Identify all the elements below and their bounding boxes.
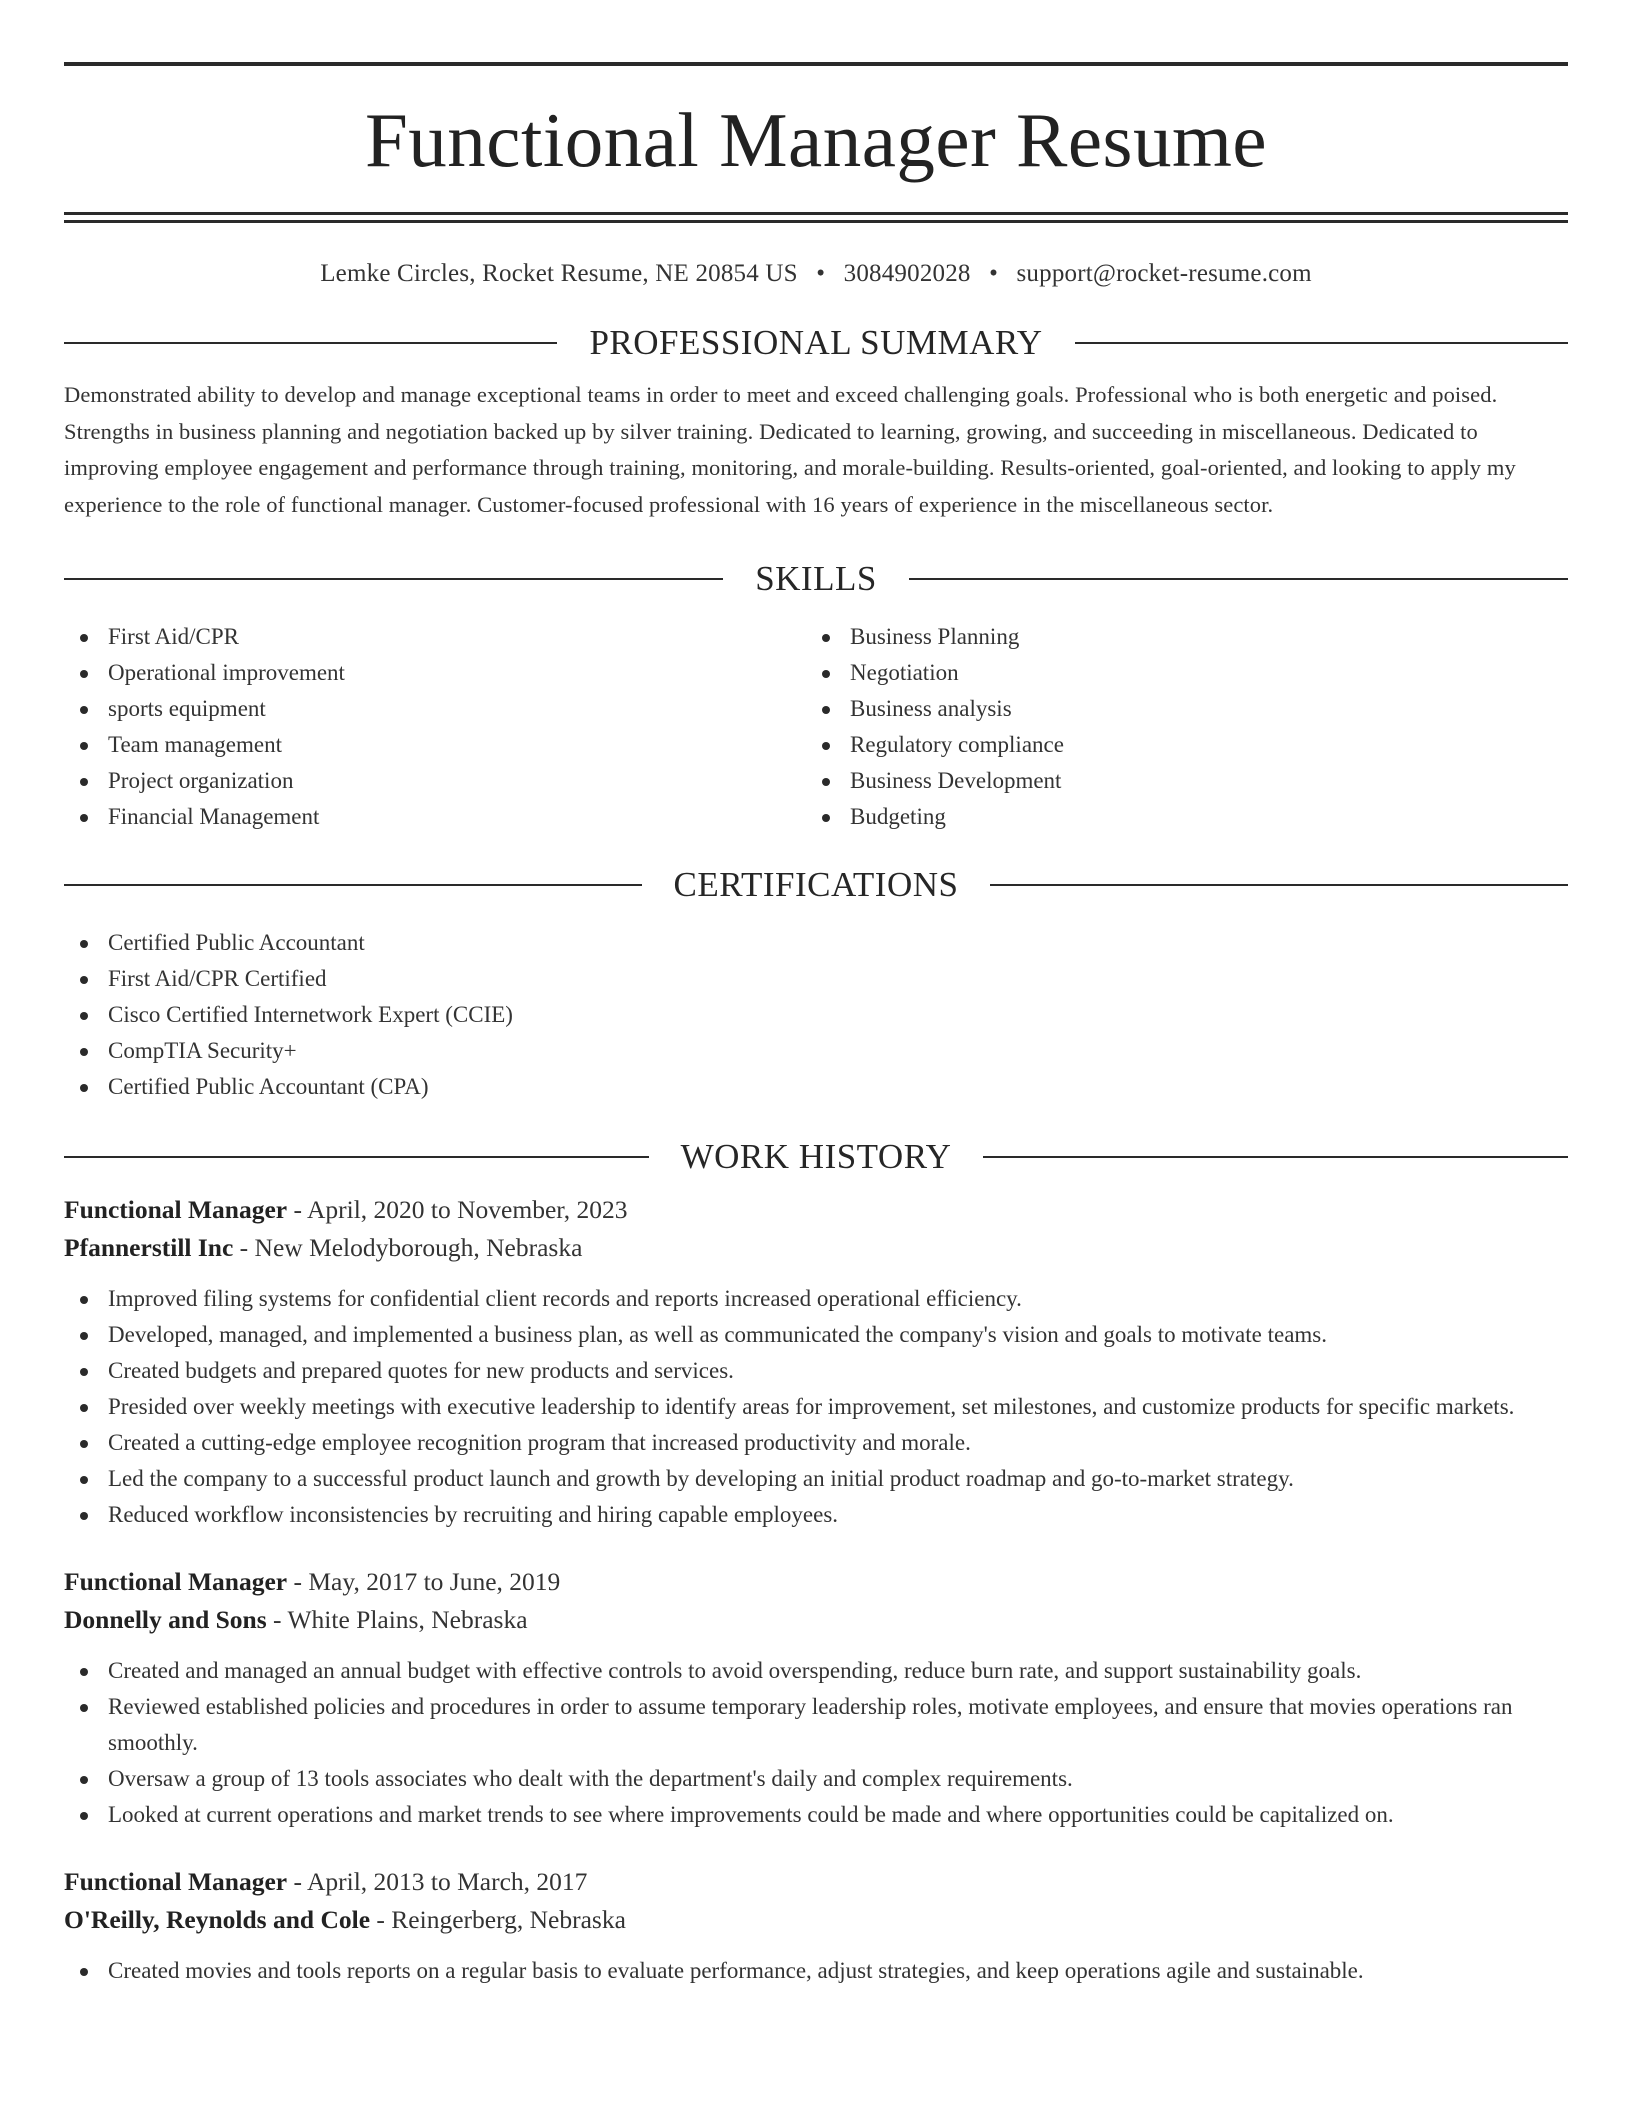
heading-rule-left bbox=[64, 884, 642, 886]
heading-rule-left bbox=[64, 1156, 649, 1158]
heading-rule-right bbox=[1075, 342, 1568, 344]
certification-item: CompTIA Security+ bbox=[64, 1033, 1568, 1069]
job-title-line bbox=[64, 1191, 1568, 1229]
contact-phone: 3084902028 bbox=[843, 260, 971, 287]
job-dash: - bbox=[370, 1905, 392, 1934]
skill-item: Business analysis bbox=[806, 691, 1548, 727]
skills-list-left bbox=[64, 619, 806, 835]
job-dash: - bbox=[287, 1567, 309, 1596]
job-company: O'Reilly, Reynolds and Cole bbox=[64, 1905, 371, 1934]
skill-item: Operational improvement bbox=[64, 655, 806, 691]
job-company: Donnelly and Sons bbox=[64, 1605, 267, 1634]
skill-item: Business Development bbox=[806, 763, 1548, 799]
contact-separator: • bbox=[816, 260, 826, 287]
skill-item: Negotiation bbox=[806, 655, 1548, 691]
job-title-line bbox=[64, 1563, 1568, 1601]
skill-item: Business Planning bbox=[806, 619, 1548, 655]
title-double-rule bbox=[64, 212, 1568, 223]
certification-item: Certified Public Accountant (CPA) bbox=[64, 1069, 1568, 1105]
contact-address: Lemke Circles, Rocket Resume, NE 20854 US bbox=[320, 260, 798, 287]
skill-item: First Aid/CPR bbox=[64, 619, 806, 655]
summary-section-heading bbox=[64, 323, 1568, 363]
certifications-heading-label: CERTIFICATIONS bbox=[673, 865, 959, 904]
job-dash: - bbox=[287, 1867, 307, 1896]
job-dash: - bbox=[287, 1195, 307, 1224]
job-dates: April, 2020 to November, 2023 bbox=[306, 1195, 628, 1224]
job-bullet: Created budgets and prepared quotes for new products and services. bbox=[64, 1353, 1568, 1389]
job-bullet: Developed, managed, and implemented a business plan, as well as communicated the company's vision and goals to motivate teams. bbox=[64, 1317, 1568, 1353]
skill-item: Team management bbox=[64, 727, 806, 763]
job-dash: - bbox=[233, 1233, 255, 1262]
job-bullets bbox=[64, 1281, 1568, 1533]
job-company-line bbox=[64, 1901, 1568, 1939]
certification-item: Cisco Certified Internetwork Expert (CCIE) bbox=[64, 997, 1568, 1033]
skill-item: Project organization bbox=[64, 763, 806, 799]
heading-rule-right bbox=[909, 578, 1568, 580]
job-company: Pfannerstill Inc bbox=[64, 1233, 234, 1262]
contact-line bbox=[64, 259, 1568, 289]
job-entry bbox=[64, 1563, 1568, 1833]
job-entry bbox=[64, 1863, 1568, 1989]
contact-email: support@rocket-resume.com bbox=[1016, 260, 1312, 287]
skills-grid bbox=[64, 619, 1568, 835]
heading-rule-right bbox=[990, 884, 1568, 886]
certification-item: Certified Public Accountant bbox=[64, 925, 1568, 961]
job-company-line bbox=[64, 1229, 1568, 1267]
heading-rule-left bbox=[64, 342, 557, 344]
certifications-list bbox=[64, 925, 1568, 1105]
job-dates: May, 2017 to June, 2019 bbox=[308, 1567, 561, 1596]
skills-list-right bbox=[806, 619, 1548, 835]
job-bullet: Created and managed an annual budget with effective controls to avoid overspending, reduce burn rate, and support sustainability goals. bbox=[64, 1653, 1568, 1689]
certifications-section-heading bbox=[64, 865, 1568, 905]
summary-heading-label: PROFESSIONAL SUMMARY bbox=[589, 323, 1043, 362]
job-bullets bbox=[64, 1953, 1568, 1989]
heading-rule-right bbox=[983, 1156, 1568, 1158]
job-role: Functional Manager bbox=[64, 1867, 288, 1896]
skill-item: Regulatory compliance bbox=[806, 727, 1548, 763]
job-title-line bbox=[64, 1863, 1568, 1901]
job-bullet: Led the company to a successful product launch and growth by developing an initial product roadmap and go-to-market strategy. bbox=[64, 1461, 1568, 1497]
summary-text: Demonstrated ability to develop and manage exceptional teams in order to meet and exceed challenging goals. Professional who is both energetic and poised. Strengths in business planning and negotiation backed up by silver training. Dedicated to learning, growing, and succeeding in miscellaneous. Dedicated to improving employee engagement and performance through training, monitoring, and morale-building. Results-oriented, goal-oriented, and looking to apply my experience to the role of functional manager. Customer-focused professional with 16 years of experience in the miscellaneous sector. bbox=[64, 382, 1516, 517]
work-heading-label: WORK HISTORY bbox=[680, 1137, 952, 1176]
job-company-line bbox=[64, 1601, 1568, 1639]
job-location: New Melodyborough, Nebraska bbox=[254, 1233, 583, 1262]
contact-separator: • bbox=[989, 260, 999, 287]
job-bullets bbox=[64, 1653, 1568, 1833]
work-section-heading bbox=[64, 1137, 1568, 1177]
job-dates: April, 2013 to March, 2017 bbox=[306, 1867, 588, 1896]
resume-title: Functional Manager Resume bbox=[364, 97, 1268, 183]
job-bullet: Reduced workflow inconsistencies by recruiting and hiring capable employees. bbox=[64, 1497, 1568, 1533]
job-bullet: Created a cutting-edge employee recognition program that increased productivity and morale. bbox=[64, 1425, 1568, 1461]
job-bullet: Oversaw a group of 13 tools associates who dealt with the department's daily and complex requirements. bbox=[64, 1761, 1568, 1797]
resume-content bbox=[64, 62, 1568, 1989]
skill-item: Financial Management bbox=[64, 799, 806, 835]
top-rule bbox=[64, 62, 1568, 66]
certification-item: First Aid/CPR Certified bbox=[64, 961, 1568, 997]
job-bullet: Reviewed established policies and procedures in order to assume temporary leadership roles, motivate employees, and ensure that movies operations ran smoothly. bbox=[64, 1689, 1568, 1761]
heading-rule-left bbox=[64, 578, 723, 580]
job-role: Functional Manager bbox=[64, 1567, 288, 1596]
job-location: Reingerberg, Nebraska bbox=[391, 1905, 626, 1934]
skill-item: sports equipment bbox=[64, 691, 806, 727]
skills-section-heading bbox=[64, 559, 1568, 599]
job-entry bbox=[64, 1191, 1568, 1533]
job-bullet: Created movies and tools reports on a regular basis to evaluate performance, adjust strategies, and keep operations agile and sustainable. bbox=[64, 1953, 1568, 1989]
job-dash: - bbox=[266, 1605, 288, 1634]
skill-item: Budgeting bbox=[806, 799, 1548, 835]
job-bullet: Improved filing systems for confidential client records and reports increased operational efficiency. bbox=[64, 1281, 1568, 1317]
skills-heading-label: SKILLS bbox=[755, 559, 877, 598]
job-bullet: Presided over weekly meetings with executive leadership to identify areas for improvement, set milestones, and customize products for specific markets. bbox=[64, 1389, 1568, 1425]
job-role: Functional Manager bbox=[64, 1195, 288, 1224]
job-bullet: Looked at current operations and market trends to see where improvements could be made and where opportunities could be capitalized on. bbox=[64, 1797, 1568, 1833]
job-location: White Plains, Nebraska bbox=[287, 1605, 528, 1634]
